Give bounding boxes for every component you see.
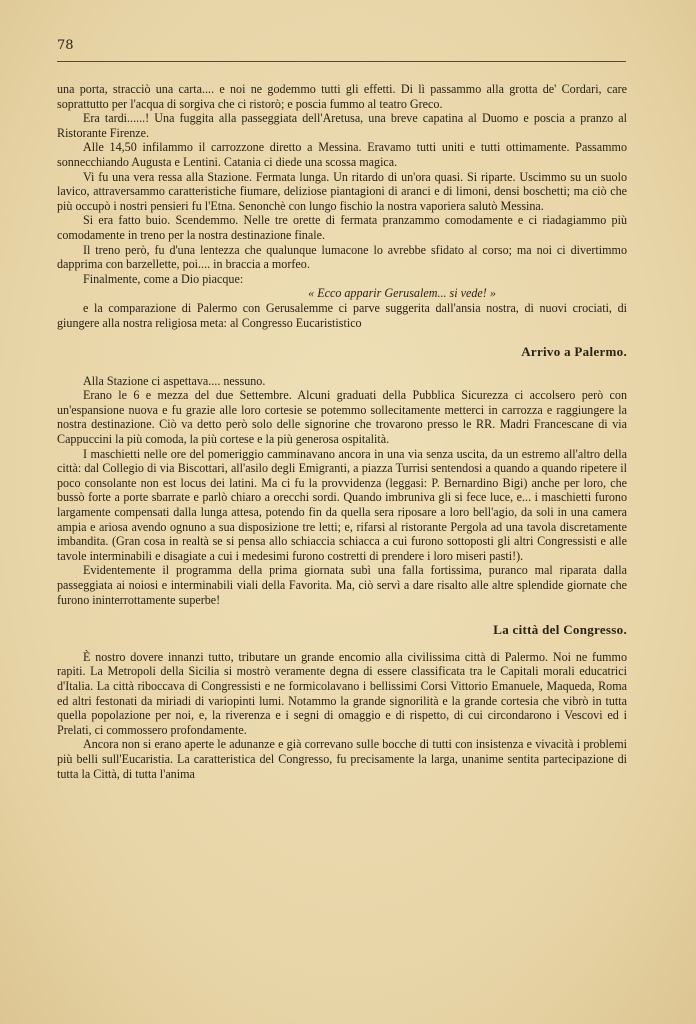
section-heading-arrivo: Arrivo a Palermo. <box>521 344 627 360</box>
paragraph: Finalmente, come a Dio piacque: <box>83 271 244 286</box>
paragraph: Si era fatto buio. Scendemmo. Nelle tre orette di fermata pranzammo comodamente e ci riadagiammo più comodamente in treno per la nostra destinazione finale. <box>57 213 627 242</box>
paragraph: È nostro dovere innanzi tutto, tributare un grande encomio alla civilissima città di Palermo. Noi ne fummo rapiti. La Metropoli della Sicilia si mostrò veramente degna di essere classificata tra le Capitali morali educatrici d'Italia. La città riboccava di Congressisti e ne formicolavano i bellissimi Corsi Vittorio Emanuele, Maqueda, Roma ed altri festonati da miriadi di variopinti lumi. Notammo la grande signorilità e la grande cortesia che vibrò in tutta quella popolazione per noi, e, la riverenza e i segni di omaggio e di rispetto, di cui circondarono i Vescovi ed i Prelati, ci commossero profondamente. <box>57 649 627 737</box>
paragraph: Vi fu una vera ressa alla Stazione. Fermata lunga. Un ritardo di un'ora quasi. Si riparte. Uscimmo su un suolo lavico, attraversammo caratteristiche fiumare, deliziose piantagioni di aranci e di limoni, densi boschetti; ma ciò che più occupò i nostri pensieri fu l'Etna. Senonchè con lungo fischio la nostra vaporiera salutò Messina. <box>57 169 627 213</box>
quotation: « Ecco apparir Gerusalem... si vede! » <box>308 286 496 301</box>
paragraph: Era tardi......! Una fuggita alla passeggiata dell'Aretusa, una breve capatina al Duomo e poscia a pranzo al Ristorante Firenze. <box>57 111 627 140</box>
paragraph: e la comparazione di Palermo con Gerusalemme ci parve suggerita dall'ansia nostra, di nuovi crociati, di giungere alla nostra religiosa meta: al Congresso Eucarististico <box>57 300 627 330</box>
paragraph: Evidentemente il programma della prima giornata subì una falla fortissima, puranco mal riparata dalla passeggiata ai noiosi e interminabili viali della Favorita. Ma, ciò servì a dare risalto alle altre splendide giornate che furono ininterrottamente superbe! <box>57 563 627 607</box>
body-text <box>57 82 627 781</box>
paragraph: una porta, stracciò una carta.... e noi ne godemmo tutti gli effetti. Di lì passammo alla grotta de' Cordari, care soprattutto per l'acqua di sorgiva che ci ristorò; e poscia fummo al teatro Greco. <box>57 82 627 111</box>
section-heading-citta: La città del Congresso. <box>493 622 627 638</box>
paragraph: I maschietti nelle ore del pomeriggio camminavano ancora in una via senza uscita, da un estremo all'altro della città: dal Collegio di via Biscottari, all'asilo degli Emigranti, a piazza Turrisi sentendosi a quando a quando ripetere il poco consolante non est locus dei latini. Ma ci fu la provvidenza (leggasi: P. Bernardino Bigi) anche per loro, che bussò forte a porte sbarrate e parlò chiaro a orecchi sordi. Quando imbruniva gli si fece luce, e... i maschietti furono largamente compensati dalla lunga attesa, potendo fin da quella sera riposare a loro bell'agio, da soli in una camera ampia e ariosa avendo ognuno a sua disposizione tre letti; e, rifarsi al ristorante Pergola ad una tavola discretamente imbandita. (Gran cosa in realtà se si pensa allo schiaccia schiacca a cui furono sottoposti gli altri Congressisti e alle tavole interminabili e disagiate a cui i medesimi furono costretti di prendere i loro miseri pasti!). <box>57 446 627 563</box>
paragraph: Alla Stazione ci aspettava.... nessuno. <box>83 373 266 388</box>
page-number: 78 <box>57 38 74 53</box>
paragraph: Erano le 6 e mezza del due Settembre. Alcuni graduati della Pubblica Sicurezza ci accolsero però con un'espansione nuova e fu grazie alle loro cortesie se potemmo sollecitamente metterci in carrozza e raggiungere la nostra destinazione. Ciò va detto però solo delle signorine che trovarono presso le RR. Madri Francescane di via Cappuccini la più comoda, la più cortese e la più generosa ospitalità. <box>57 388 627 447</box>
paragraph: Il treno però, fu d'una lentezza che qualunque lumacone lo avrebbe sfidato al corso; ma noi ci divertimmo dapprima con barzellette, poi.... in braccia a morfeo. <box>57 242 627 272</box>
header-rule <box>57 61 626 62</box>
paragraph: Alle 14,50 infilammo il carrozzone diretto a Messina. Eravamo tutti uniti e tutti ottimamente. Passammo sonnecchiando Augusta e Lentini. Catania ci diede una scossa magica. <box>57 140 627 169</box>
paragraph: Ancora non si erano aperte le adunanze e già correvano sulle bocche di tutti con insistenza e vivacità i problemi più belli sull'Eucaristia. La caratteristica del Congresso, fu precisamente la larga, unanime sentita partecipazione di tutta la Città, di tutta l'anima <box>57 737 627 781</box>
